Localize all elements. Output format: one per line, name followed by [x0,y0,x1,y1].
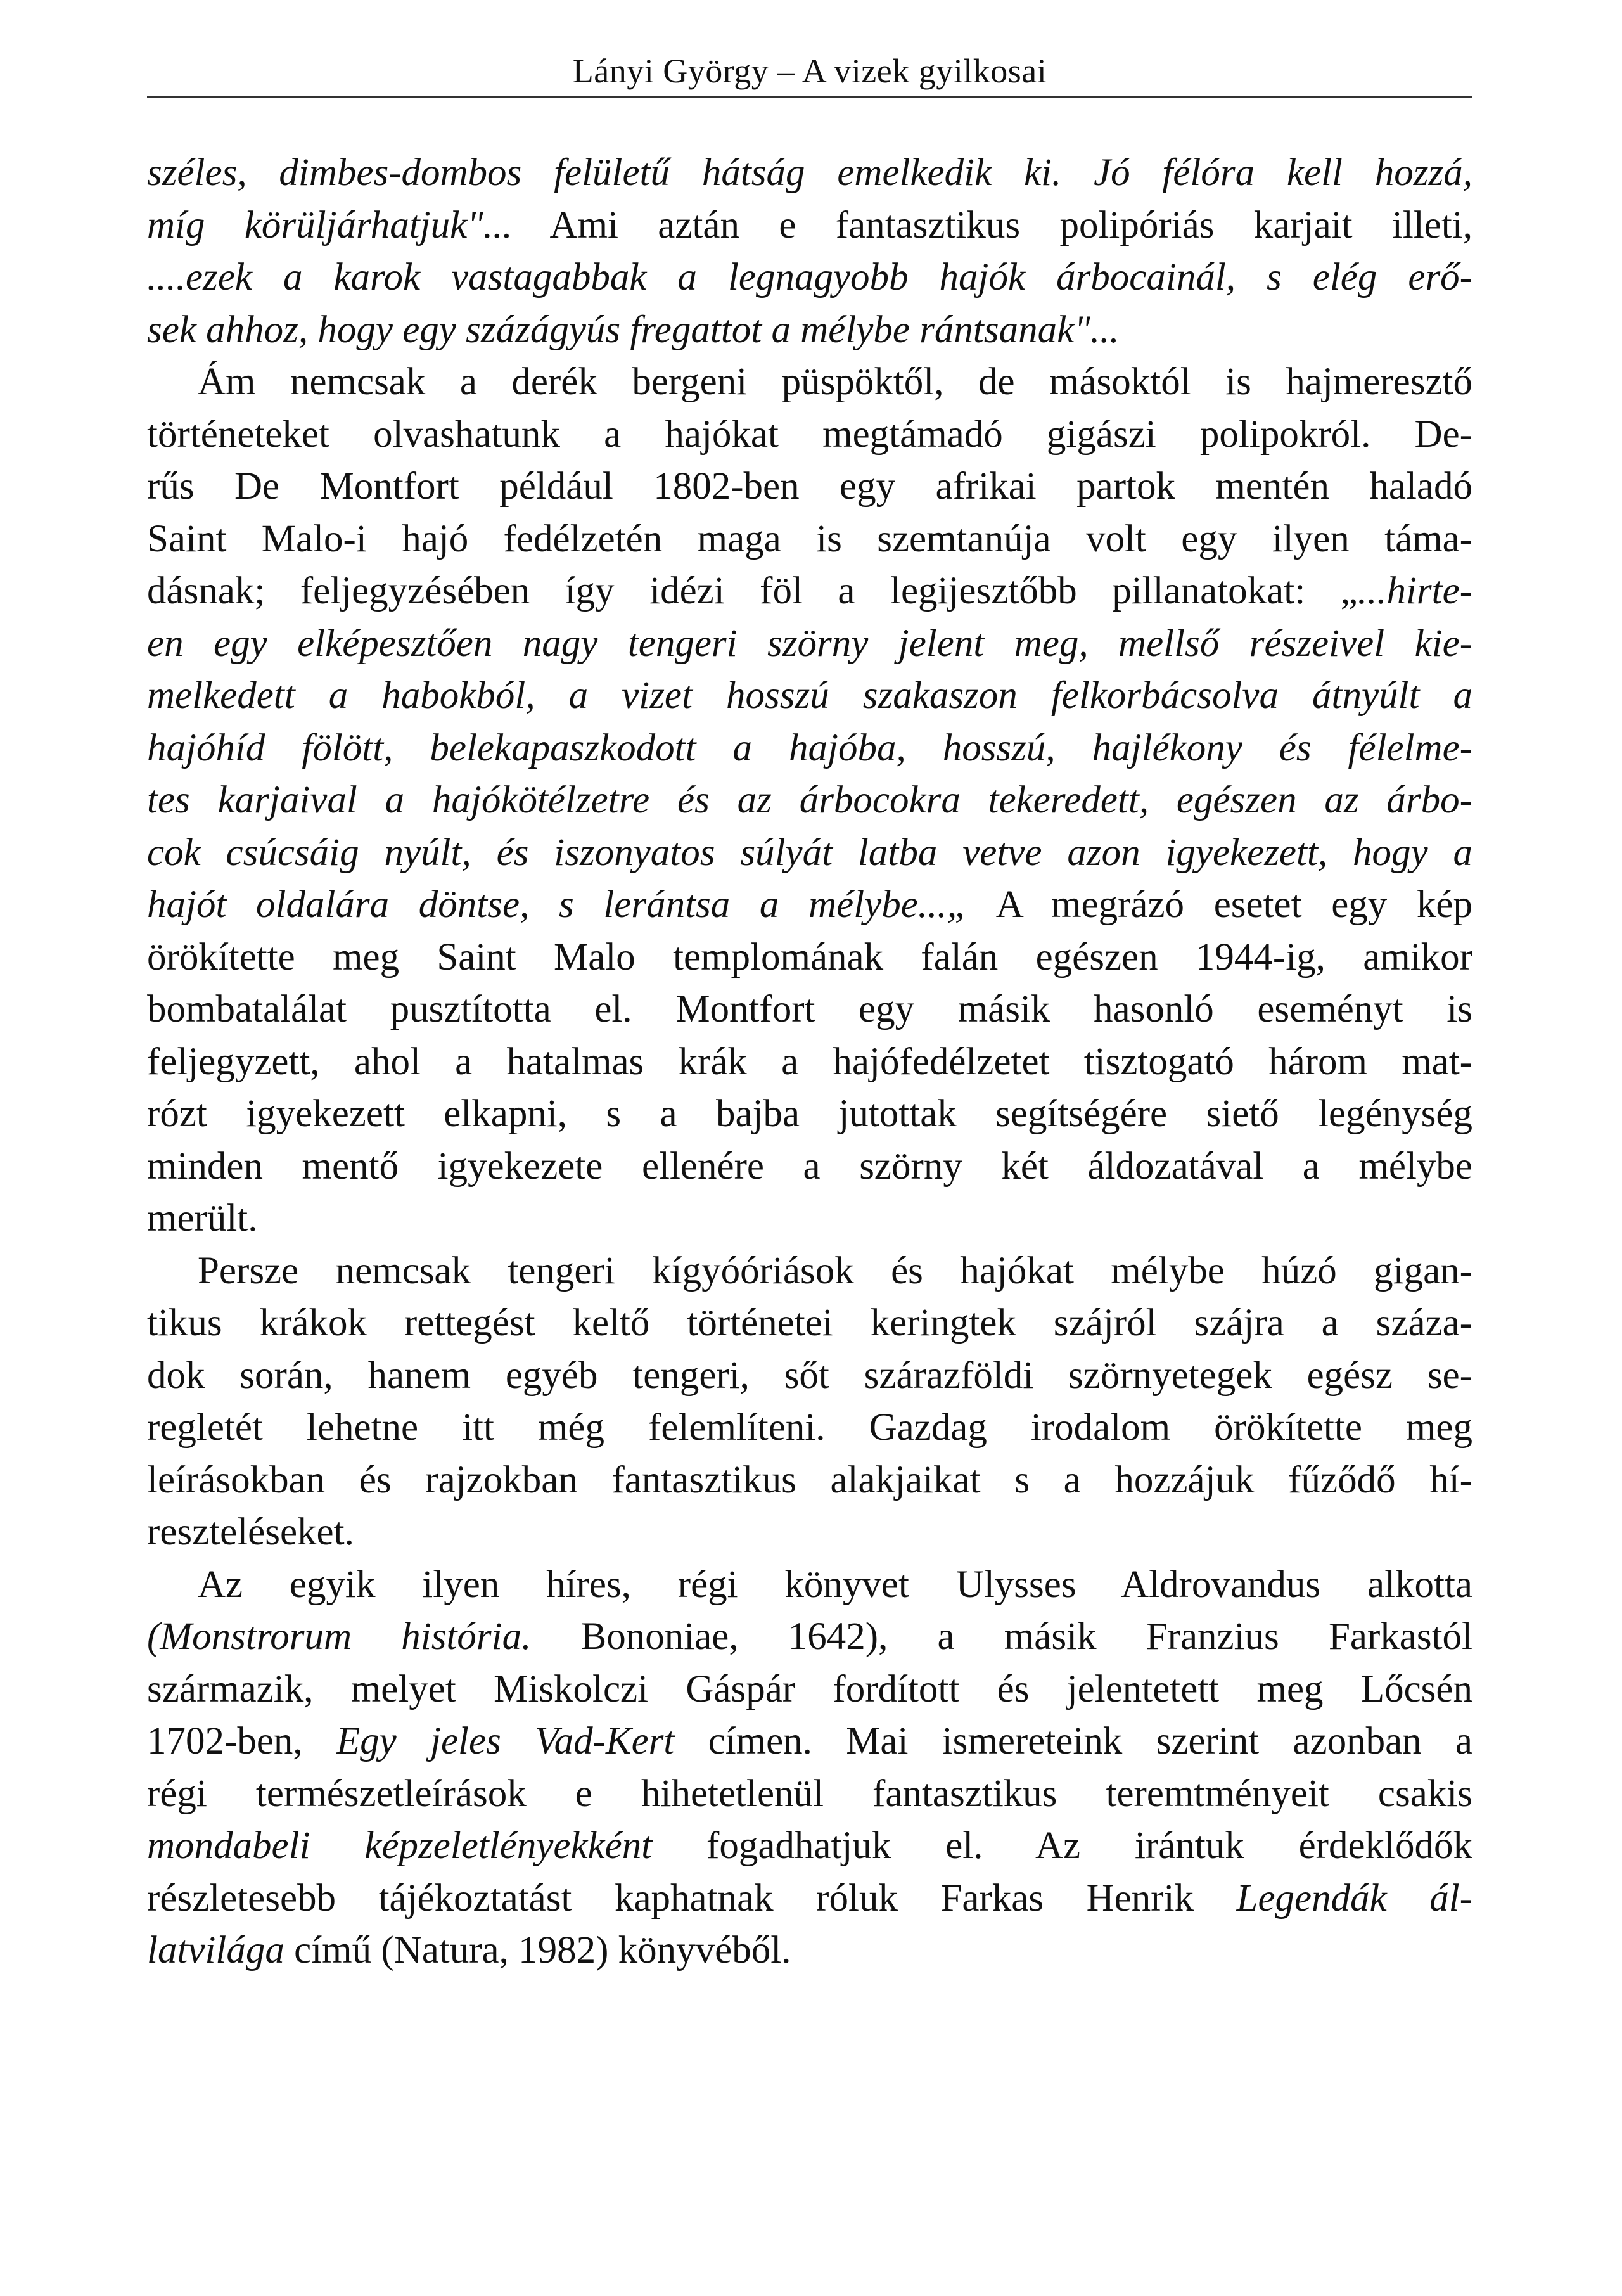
text-line [147,1245,1472,1298]
text-run: származik, melyet Miskolczi Gáspár fordított és jelentetett meg Lőcsén [147,1667,1472,1710]
italic-run: cok csúcsáig nyúlt, és iszonyatos súlyát latba vetve azon igyekezett, hogy a [147,831,1472,874]
body-text [147,147,1472,1977]
text-run: Az egyik ilyen híres, régi könyvet Ulysses Aldrovandus alkotta [198,1563,1472,1606]
italic-run: Egy jeles Vad-Kert [336,1720,675,1762]
text-run: regletét lehetne itt még felemlíteni. Gazdag irodalom örökítette meg [147,1406,1472,1449]
text-line [147,932,1472,984]
text-run: Ami aztán e fantasztikus polipóriás karjait illeti, [512,203,1472,247]
text-run: feljegyzett, ahol a hatalmas krák a hajófedélzetet tisztogató három mat- [147,1040,1472,1083]
text-run: rózt igyekezett elkapni, s a bajba jutottak segítségére siető legénység [147,1093,1472,1135]
italic-run: mondabeli képzeletlényekként [147,1825,653,1867]
italic-run: tes karjaival a hajókötélzetre és az árbocokra tekeredett, egészen az árbo- [147,779,1472,821]
paragraph-2 [147,356,1472,1245]
text-run: dásnak; feljegyzésében így idézi föl a legijesztőbb pillanatokat: „ [147,570,1358,612]
italic-run: hajót oldalára döntse, s lerántsa a mélybe...„ [147,883,969,926]
text-line [147,722,1472,775]
text-run: rűs De Montfort például 1802-ben egy afrikai partok mentén haladó [147,465,1472,508]
text-line [147,1664,1472,1716]
text-line [147,1820,1472,1873]
text-run: Persze nemcsak tengeri kígyóóriások és hajókat mélybe húzó gigan- [198,1249,1472,1292]
text-run: A megrázó esetet egy kép [968,883,1472,926]
text-run: tikus krákok rettegést keltő történetei keringtek szájról szájra a száza- [147,1302,1472,1344]
text-line [147,1297,1472,1350]
text-line [147,147,1472,200]
text-line [147,1559,1472,1612]
text-run: Ám nemcsak a derék bergeni püspöktől, de másoktól is hajmeresztő [198,361,1472,403]
text-run: dok során, hanem egyéb tengeri, sőt szárazföldi szörnyetegek egész se- [147,1354,1472,1397]
text-line [147,1088,1472,1141]
italic-run: latvilága [147,1929,284,1972]
text-line [147,1036,1472,1089]
text-run: Bononiae, 1642), a másik Franzius Farkastól [531,1615,1473,1658]
text-line [147,200,1472,252]
italic-run: (Monstrorum história. [147,1615,532,1658]
text-run: címen. Mai ismereteink szerint azonban a [674,1720,1473,1762]
text-line [147,1402,1472,1454]
italic-run: en egy elképesztően nagy tengeri szörny jelent meg, mellső részeivel kie- [147,622,1472,665]
text-run: régi természetleírások e hihetetlenül fantasztikus teremtményeit csakis [147,1772,1472,1815]
text-line [147,1506,1472,1559]
italic-run: sek ahhoz, hogy egy százágyús fregattot a mélybe rántsanak"... [147,308,1120,351]
text-line [147,1925,1472,1977]
paragraph-3 [147,1245,1472,1559]
text-run: történeteket olvashatunk a hajókat megtámadó gigászi polipokról. De- [147,413,1472,456]
book-page [147,0,1472,2296]
text-run: fogadhatjuk el. Az irántuk érdeklődők [652,1825,1472,1867]
text-line [147,1768,1472,1821]
text-line [147,827,1472,880]
text-line [147,618,1472,670]
paragraph-4 [147,1559,1472,1977]
running-header: Lányi György – A vizek gyilkosai [572,52,1047,90]
text-run: Saint Malo-i hajó fedélzetén maga is szemtanúja volt egy ilyen táma- [147,517,1472,560]
text-line [147,879,1472,932]
text-line [147,356,1472,409]
italic-run: Legendák ál- [1236,1876,1472,1920]
paragraph-1 [147,147,1472,356]
italic-run: széles, dimbes-dombos felületű hátság emelkedik ki. Jó félóra kell hozzá, [147,151,1472,194]
text-run: merült. [147,1197,258,1240]
text-line [147,252,1472,304]
text-line [147,1873,1472,1925]
text-run: bombatalálat pusztította el. Montfort egy másik hasonló eseményt is [147,988,1472,1030]
text-line [147,1141,1472,1193]
text-line [147,409,1472,461]
header-rule [147,96,1472,98]
text-line [147,670,1472,722]
text-line [147,1193,1472,1245]
text-run: című (Natura, 1982) könyvéből. [284,1929,791,1972]
text-line [147,1716,1472,1768]
text-run: részletesebb tájékoztatást kaphatnak róluk Farkas Henrik [147,1876,1237,1920]
text-line [147,461,1472,513]
text-line [147,1350,1472,1402]
text-line [147,1611,1472,1664]
text-run: 1702-ben, [147,1720,336,1762]
italic-run: ...hirte- [1357,570,1472,612]
text-line [147,984,1472,1036]
text-run: leírásokban és rajzokban fantasztikus alakjaikat s a hozzájuk fűződő hí- [147,1458,1472,1501]
text-line [147,565,1472,618]
text-line [147,1454,1472,1507]
text-run: minden mentő igyekezete ellenére a szörny két áldozatával a mélybe [147,1145,1472,1188]
italic-run: ....ezek a karok vastagabbak a legnagyobb hajók árbocainál, s elég erő- [147,256,1472,298]
text-line [147,304,1472,357]
text-line [147,513,1472,566]
italic-run: melkedett a habokból, a vizet hosszú szakaszon felkorbácsolva átnyúlt a [147,674,1472,717]
italic-run: míg körüljárhatjuk"... [147,203,513,247]
text-line [147,774,1472,827]
text-run: örökítette meg Saint Malo templomának falán egészen 1944-ig, amikor [147,935,1472,978]
text-run: reszteléseket. [147,1511,354,1553]
italic-run: hajóhíd fölött, belekapaszkodott a hajóba, hosszú, hajlékony és félelme- [147,726,1472,769]
